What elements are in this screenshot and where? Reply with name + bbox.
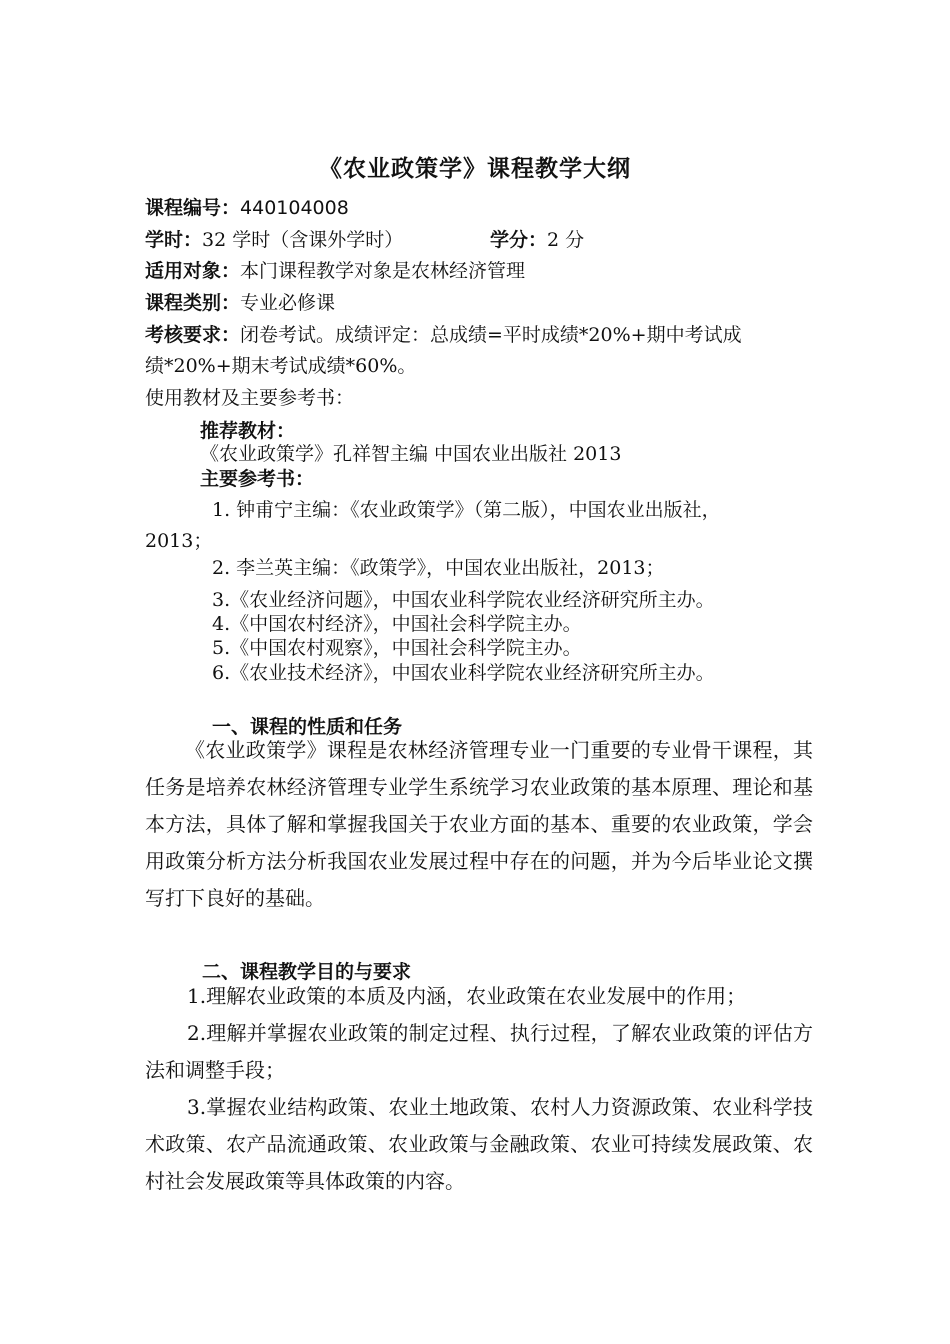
section2-heading: 二、课程教学目的与要求	[202, 961, 412, 983]
books-label: 使用教材及主要参考书：	[145, 387, 355, 409]
hours-row	[145, 227, 403, 253]
category-label: 课程类别：	[145, 292, 241, 314]
reference-item-1-line1: 1. 钟甫宁主编：《农业政策学》（第二版），中国农业出版社，	[212, 499, 721, 521]
course-code-value: 440104008	[240, 197, 349, 219]
category-row	[145, 290, 335, 316]
textbook-label: 推荐教材：	[200, 420, 296, 442]
reference-item-2: 2. 李兰英主编：《政策学》，中国农业出版社，2013；	[212, 557, 665, 579]
section2-item-3: 3.掌握农业结构政策、农业土地政策、农村人力资源政策、农业科学技术政策、农产品流通政策、农业政策与金融政策、农业可持续发展政策、农村社会发展政策等具体政策的内容。	[145, 1095, 813, 1193]
credit-value: 2 分	[547, 229, 585, 251]
target-row	[145, 258, 525, 284]
reference-item-1-line2: 2013；	[145, 530, 213, 552]
exam-value-line1: 闭卷考试。成绩评定：总成绩=平时成绩*20%+期中考试成	[240, 324, 742, 346]
reference-item-6: 6.《农业技术经济》，中国农业科学院农业经济研究所主办。	[212, 662, 715, 684]
section1-body: 《农业政策学》课程是农林经济管理专业一门重要的专业骨干课程，其任务是培养农林经济管理专业学生系统学习农业政策的基本原理、理论和基本方法，具体了解和掌握我国关于农业方面的基本、重要的农业政策，学会用政策分析方法分析我国农业发展过程中存在的问题，并为今后毕业论文撰写打下良好的基础。	[145, 738, 813, 910]
category-value: 专业必修课	[240, 292, 336, 314]
course-code-row	[145, 195, 349, 221]
section1-heading: 一、课程的性质和任务	[212, 716, 403, 738]
exam-label: 考核要求：	[145, 324, 241, 346]
section2-item-1: 1.理解农业政策的本质及内涵，农业政策在农业发展中的作用；	[187, 984, 747, 1008]
hours-value: 32 学时（含课外学时）	[202, 229, 404, 251]
reference-item-4: 4.《中国农村经济》，中国社会科学院主办。	[212, 613, 582, 635]
target-label: 适用对象：	[145, 260, 241, 282]
course-code-label: 课程编号：	[145, 197, 241, 219]
credit-label: 学分：	[490, 229, 548, 251]
section2-item-2: 2.理解并掌握农业政策的制定过程、执行过程，了解农业政策的评估方法和调整手段；	[145, 1021, 813, 1082]
credit-row	[490, 227, 584, 253]
exam-row	[145, 322, 742, 348]
references-label: 主要参考书：	[200, 468, 315, 490]
document-title: 《农业政策学》课程教学大纲	[319, 156, 631, 182]
textbook-value: 《农业政策学》孔祥智主编 中国农业出版社 2013	[200, 443, 622, 465]
reference-item-5: 5.《中国农村观察》，中国社会科学院主办。	[212, 637, 582, 659]
exam-value-line2: 绩*20%+期末考试成绩*60%。	[145, 355, 417, 377]
hours-label: 学时：	[145, 229, 203, 251]
reference-item-3: 3.《农业经济问题》，中国农业科学院农业经济研究所主办。	[212, 589, 715, 611]
target-value: 本门课程教学对象是农林经济管理	[240, 260, 526, 282]
